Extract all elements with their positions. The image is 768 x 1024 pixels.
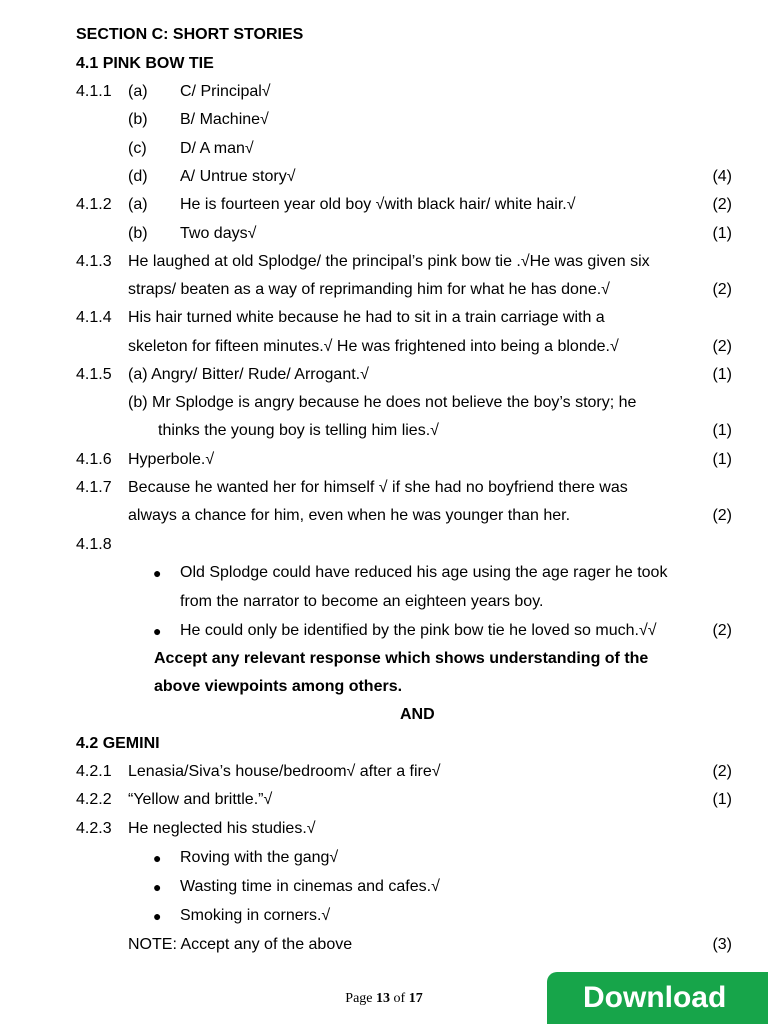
mark-allocation: (2)	[712, 763, 732, 780]
bullet-text: Roving with the gang√	[180, 849, 339, 866]
bullet-icon: ●	[153, 850, 162, 866]
question-number: 4.1.1	[76, 83, 112, 100]
answer-text: He neglected his studies.√	[128, 820, 316, 837]
marking-note: Accept any relevant response which shows understanding of the	[154, 650, 649, 667]
mark-allocation: (1)	[712, 225, 732, 242]
option-label: (a)	[128, 196, 148, 213]
question-number: 4.2.2	[76, 791, 112, 808]
story-title-pink-bow-tie: 4.1 PINK BOW TIE	[76, 55, 214, 72]
bullet-text: Old Splodge could have reduced his age using the age rager he took	[180, 564, 668, 581]
question-number: 4.2.3	[76, 820, 112, 837]
mark-allocation: (4)	[712, 168, 732, 185]
answer-text: thinks the young boy is telling him lies.√	[158, 422, 439, 439]
answer-text: A/ Untrue story√	[180, 168, 296, 185]
question-number: 4.1.3	[76, 253, 112, 270]
mark-allocation: (3)	[712, 936, 732, 953]
and-separator: AND	[400, 706, 435, 723]
bullet-icon: ●	[153, 565, 162, 581]
answer-text: He laughed at old Splodge/ the principal’s pink bow tie .√He was given six	[128, 253, 650, 270]
page-prefix: Page	[345, 991, 377, 1006]
answer-text: Because he wanted her for himself √ if she had no boyfriend there was	[128, 479, 628, 496]
answer-text: D/ A man√	[180, 140, 254, 157]
note-text: NOTE: Accept any of the above	[128, 936, 353, 953]
mark-allocation: (2)	[712, 281, 732, 298]
answer-text: (a) Angry/ Bitter/ Rude/ Arrogant.√	[128, 366, 369, 383]
section-title: SECTION C: SHORT STORIES	[76, 26, 304, 43]
mark-allocation: (2)	[712, 196, 732, 213]
answer-text: always a chance for him, even when he was younger than her.	[128, 507, 571, 524]
answer-text: “Yellow and brittle.”√	[128, 791, 273, 808]
answer-text: B/ Machine√	[180, 111, 269, 128]
bullet-icon: ●	[153, 623, 162, 639]
answer-text: C/ Principal√	[180, 83, 271, 100]
answer-text: skeleton for fifteen minutes.√ He was frightened into being a blonde.√	[128, 338, 619, 355]
page-current: 13	[376, 991, 391, 1006]
question-number: 4.1.6	[76, 451, 112, 468]
option-label: (a)	[128, 83, 148, 100]
answer-text: He is fourteen year old boy √with black hair/ white hair.√	[180, 196, 576, 213]
mark-allocation: (1)	[712, 791, 732, 808]
question-number: 4.2.1	[76, 763, 112, 780]
question-number: 4.1.2	[76, 196, 112, 213]
mark-allocation: (2)	[712, 338, 732, 355]
mark-allocation: (2)	[712, 507, 732, 524]
download-button[interactable]: Download	[547, 972, 768, 1024]
page-of: of	[390, 991, 409, 1006]
answer-text: Hyperbole.√	[128, 451, 215, 468]
mark-allocation: (1)	[712, 366, 732, 383]
mark-allocation: (1)	[712, 422, 732, 439]
option-label: (c)	[128, 140, 147, 157]
option-label: (d)	[128, 168, 148, 185]
bullet-text: Smoking in corners.√	[180, 907, 331, 924]
option-label: (b)	[128, 111, 148, 128]
bullet-text: from the narrator to become an eighteen years boy.	[180, 593, 544, 610]
answer-text: Lenasia/Siva’s house/bedroom√ after a fire√	[128, 763, 441, 780]
story-title-gemini: 4.2 GEMINI	[76, 735, 160, 752]
marking-note: above viewpoints among others.	[154, 678, 403, 695]
bullet-text: Wasting time in cinemas and cafes.√	[180, 878, 440, 895]
answer-text: Two days√	[180, 225, 257, 242]
answer-text: straps/ beaten as a way of reprimanding him for what he has done.√	[128, 281, 610, 298]
answer-text: (b) Mr Splodge is angry because he does not believe the boy’s story; he	[128, 394, 637, 411]
mark-allocation: (1)	[712, 451, 732, 468]
page-total: 17	[408, 991, 423, 1006]
question-number: 4.1.4	[76, 309, 112, 326]
option-label: (b)	[128, 225, 148, 242]
mark-allocation: (2)	[712, 622, 732, 639]
question-number: 4.1.8	[76, 536, 112, 553]
bullet-icon: ●	[153, 908, 162, 924]
bullet-icon: ●	[153, 879, 162, 895]
question-number: 4.1.5	[76, 366, 112, 383]
bullet-text: He could only be identified by the pink bow tie he loved so much.√√	[180, 622, 657, 639]
question-number: 4.1.7	[76, 479, 112, 496]
answer-text: His hair turned white because he had to sit in a train carriage with a	[128, 309, 605, 326]
